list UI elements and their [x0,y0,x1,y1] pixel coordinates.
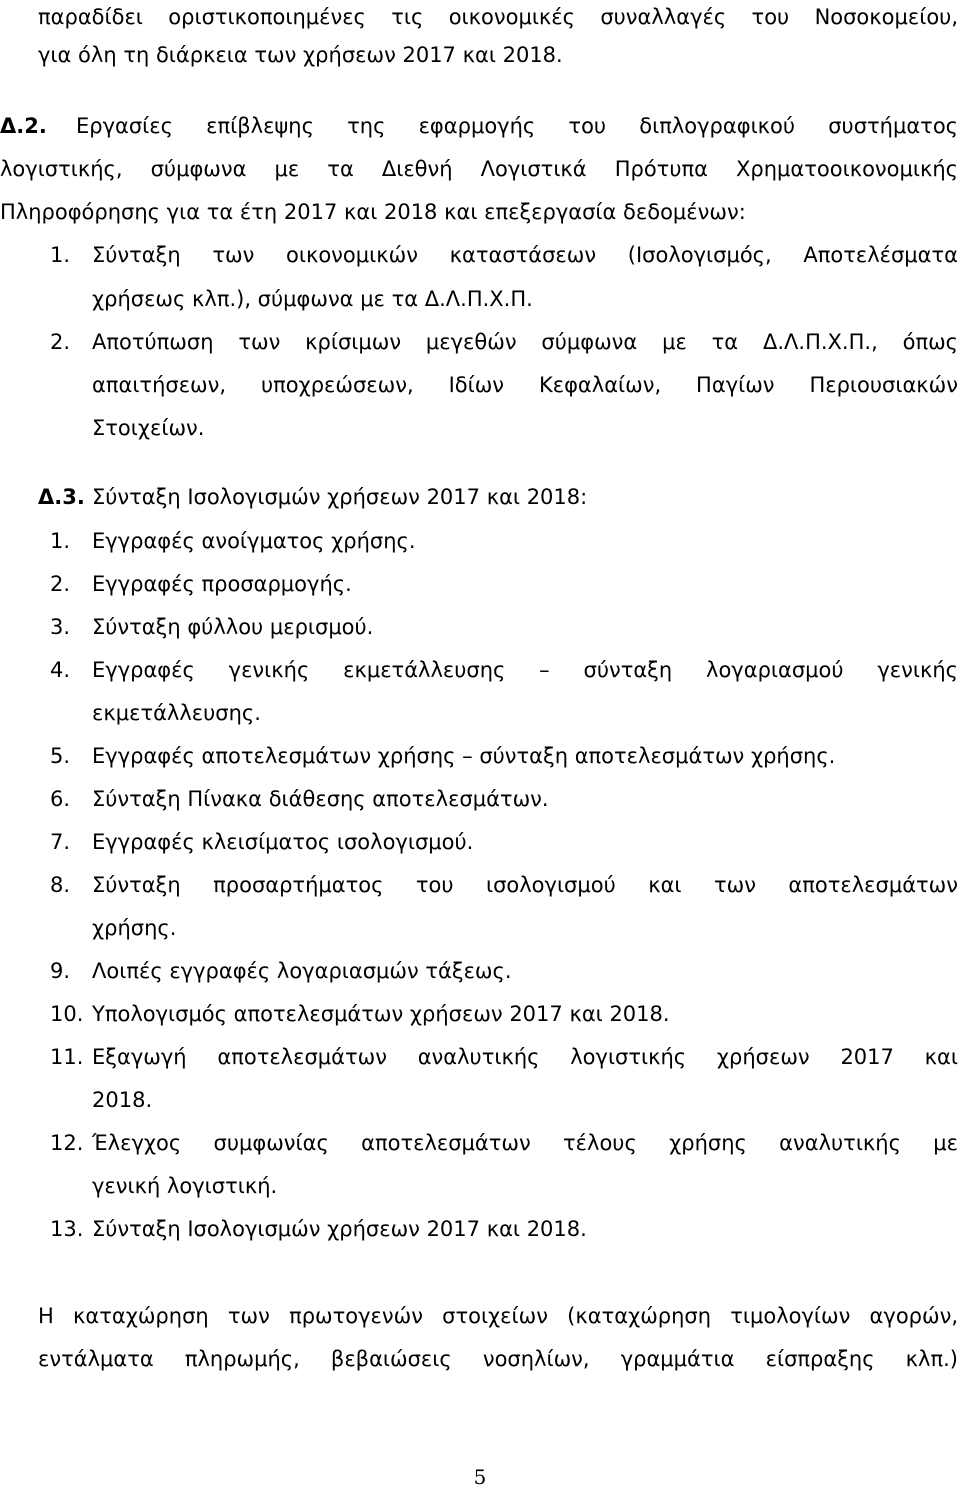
section-d2-line-3: Πληροφόρησης για τα έτη 2017 και 2018 και επεξεργασία δεδομένων: [0,200,746,224]
d2-item-2-line-3: Στοιχείων. [92,416,205,440]
closing-line-1: Η καταχώρηση των πρωτογενών στοιχείων (καταχώρηση τιμολογίων αγορών, [38,1304,958,1328]
d3-item-6-number: 6. [50,787,71,811]
d3-item-12-line-1: Έλεγχος συμφωνίας αποτελεσμάτων τέλους χρήσης αναλυτικής με [92,1131,958,1155]
closing-line-2: εντάλματα πληρωμής, βεβαιώσεις νοσηλίων, γραμμάτια είσπραξης κλπ.) [38,1347,958,1371]
intro-line-1: παραδίδει οριστικοποιημένες τις οικονομικές συναλλαγές του Νοσοκομείου, [38,5,958,29]
d2-item-1-line-1: Σύνταξη των οικονομικών καταστάσεων (Ισολογισμός, Αποτελέσματα [92,243,958,267]
d3-item-2-number: 2. [50,572,71,596]
d3-item-9-text: Λοιπές εγγραφές λογαριασμών τάξεως. [92,959,512,983]
d3-item-7-text: Εγγραφές κλεισίματος ισολογισμού. [92,830,474,854]
section-d2-line-2: λογιστικής, σύμφωνα με τα Διεθνή Λογιστικά Πρότυπα Χρηματοοικονομικής [0,157,958,181]
d3-item-11-line-1: Εξαγωγή αποτελεσμάτων αναλυτικής λογιστικής χρήσεων 2017 και [92,1045,958,1069]
d3-item-13-number: 13. [50,1217,84,1241]
d3-item-4-line-1: Εγγραφές γενικής εκμετάλλευσης – σύνταξη λογαριασμού γενικής [92,658,958,682]
d3-item-6-text: Σύνταξη Πίνακα διάθεσης αποτελεσμάτων. [92,787,549,811]
d2-item-1-line-2: χρήσεως κλπ.), σύμφωνα με τα Δ.Λ.Π.Χ.Π. [92,287,533,311]
d3-item-8-line-2: χρήσης. [92,916,177,940]
d3-item-11-number: 11. [50,1045,84,1069]
d3-item-8-line-1: Σύνταξη προσαρτήματος του ισολογισμού και των αποτελεσμάτων [92,873,958,897]
d2-item-2-line-1: Αποτύπωση των κρίσιμων μεγεθών σύμφωνα με τα Δ.Λ.Π.Χ.Π., όπως [92,330,958,354]
d3-item-4-number: 4. [50,658,71,682]
d3-item-9-number: 9. [50,959,71,983]
d3-item-13-text: Σύνταξη Ισολογισμών χρήσεων 2017 και 2018. [92,1217,587,1241]
section-d3-number: Δ.3. [38,485,85,509]
d3-item-8-number: 8. [50,873,71,897]
d3-item-2-text: Εγγραφές προσαρμογής. [92,572,352,596]
d3-item-1-number: 1. [50,529,71,553]
d3-item-12-number: 12. [50,1131,84,1155]
d3-item-3-text: Σύνταξη φύλλου μερισμού. [92,615,374,639]
d3-item-4-line-2: εκμετάλλευσης. [92,701,261,725]
d2-item-1-number: 1. [50,243,71,267]
d3-item-5-text: Εγγραφές αποτελεσμάτων χρήσης – σύνταξη αποτελεσμάτων χρήσης. [92,744,836,768]
d3-item-1-text: Εγγραφές ανοίγματος χρήσης. [92,529,416,553]
section-d2-heading [0,111,960,141]
d3-item-10-text: Υπολογισμός αποτελεσμάτων χρήσεων 2017 και 2018. [92,1002,670,1026]
d3-item-7-number: 7. [50,830,71,854]
d3-item-12-line-2: γενική λογιστική. [92,1174,278,1198]
d3-item-11-line-2: 2018. [92,1088,153,1112]
d3-item-3-number: 3. [50,615,71,639]
page-number: 5 [473,1465,487,1489]
section-d2-number: Δ.2. [0,114,47,138]
d3-item-10-number: 10. [50,1002,84,1026]
intro-line-2: για όλη τη διάρκεια των χρήσεων 2017 και 2018. [38,43,563,67]
d2-item-2-number: 2. [50,330,71,354]
section-d2-line-1: Εργασίες επίβλεψης της εφαρμογής του διπλογραφικού συστήματος [76,114,958,138]
section-d3-title: Σύνταξη Ισολογισμών χρήσεων 2017 και 2018: [92,485,588,509]
d3-item-5-number: 5. [50,744,71,768]
d2-item-2-line-2: απαιτήσεων, υποχρεώσεων, Ιδίων Κεφαλαίων, Παγίων Περιουσιακών [92,373,958,397]
